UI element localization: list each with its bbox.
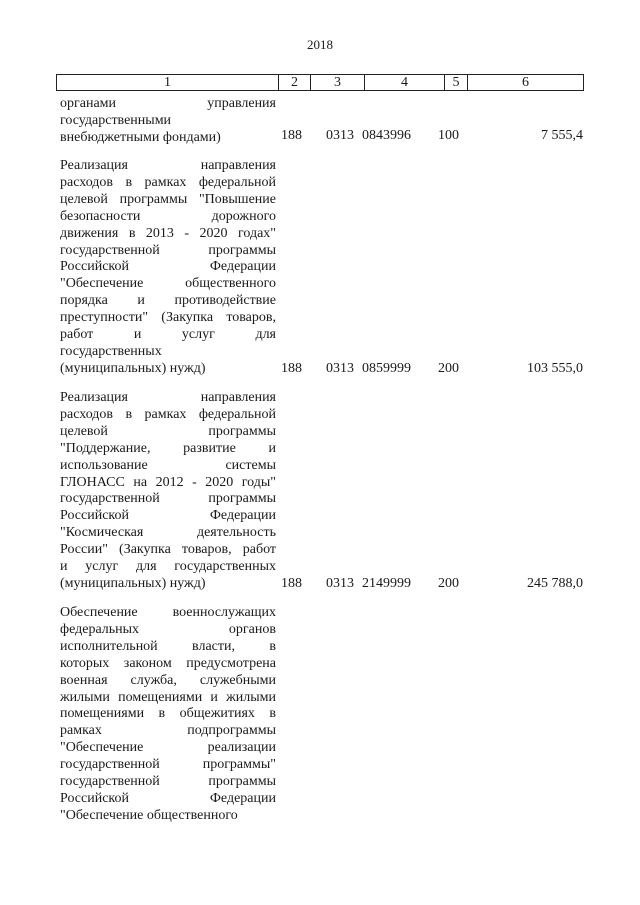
description-line: исполнительной власти, в — [60, 638, 276, 654]
row-description — [60, 158, 276, 378]
description-line: расходов в рамках федеральной — [60, 406, 276, 422]
description-line: органами управления — [60, 96, 276, 111]
description-line: и услуг для государственных — [60, 559, 276, 575]
description-line: целевой программы — [60, 423, 276, 439]
description-line: Реализация направления — [60, 158, 276, 173]
cell-col2: 188 — [281, 128, 302, 143]
description-line: федеральных органов — [60, 621, 276, 637]
description-line: "Поддержание, развитие и — [60, 440, 276, 456]
description-line: Реализация направления — [60, 390, 276, 405]
column-header-3: 3 — [311, 75, 365, 90]
row-description — [60, 96, 276, 147]
description-line: рамках подпрограммы — [60, 723, 276, 739]
description-line: безопасности дорожного — [60, 208, 276, 224]
column-header-4: 4 — [365, 75, 445, 90]
description-line: Российской Федерации — [60, 508, 276, 524]
description-line: (муниципальных) нужд) — [60, 575, 206, 591]
cell-col2: 188 — [281, 576, 302, 591]
description-line: внебюджетными фондами) — [60, 129, 221, 145]
cell-col6: 245 788,0 — [527, 576, 583, 591]
description-line: государственными — [60, 112, 172, 128]
column-header-5: 5 — [445, 75, 468, 90]
page-number: 2018 — [307, 37, 333, 52]
description-line: государственной программы — [60, 242, 276, 258]
description-line: расходов в рамках федеральной — [60, 174, 276, 190]
description-line: (муниципальных) нужд) — [60, 360, 206, 376]
description-line: использование системы — [60, 457, 276, 473]
cell-col6: 103 555,0 — [527, 361, 583, 376]
description-line: ГЛОНАСС на 2012 - 2020 годы" — [60, 474, 276, 490]
description-line: государственной программы — [60, 491, 276, 507]
description-line: "Обеспечение реализации — [60, 740, 276, 756]
description-line: помещениями в общежитиях в — [60, 706, 276, 722]
description-line: преступности" (Закупка товаров, — [60, 310, 276, 326]
column-header-6: 6 — [522, 75, 529, 90]
description-line: Обеспечение военнослужащих — [60, 605, 276, 620]
description-line: государственных — [60, 343, 162, 359]
description-line: "Космическая деятельность — [60, 525, 276, 541]
column-header-2: 2 — [279, 75, 311, 90]
description-line: государственной программы" — [60, 757, 276, 773]
description-line: военная служба, служебными — [60, 672, 276, 688]
table-header-row — [56, 74, 584, 91]
description-line: России" (Закупка товаров, работ — [60, 542, 276, 558]
cell-col4: 2149999 — [362, 576, 411, 591]
row-description — [60, 605, 276, 825]
description-line: целевой программы "Повышение — [60, 191, 276, 207]
description-line: Российской Федерации — [60, 790, 276, 806]
description-line: которых законом предусмотрена — [60, 655, 276, 671]
cell-col3: 0313 — [326, 128, 354, 143]
cell-col5: 200 — [438, 361, 459, 376]
column-header-1: 1 — [57, 75, 279, 90]
description-line: "Обеспечение общественного — [60, 807, 238, 823]
description-line: движения в 2013 - 2020 годах" — [60, 225, 276, 241]
description-line: "Обеспечение общественного — [60, 276, 276, 292]
description-line: работ и услуг для — [60, 327, 276, 343]
row-description — [60, 390, 276, 593]
cell-col3: 0313 — [326, 576, 354, 591]
cell-col2: 188 — [281, 361, 302, 376]
cell-col5: 200 — [438, 576, 459, 591]
cell-col3: 0313 — [326, 361, 354, 376]
description-line: Российской Федерации — [60, 259, 276, 275]
cell-col6: 7 555,4 — [541, 128, 583, 143]
cell-col5: 100 — [438, 128, 459, 143]
cell-col4: 0859999 — [362, 361, 411, 376]
cell-col4: 0843996 — [362, 128, 411, 143]
description-line: жилыми помещениями и жилыми — [60, 689, 276, 705]
description-line: порядка и противодействие — [60, 293, 276, 309]
description-line: государственной программы — [60, 774, 276, 790]
